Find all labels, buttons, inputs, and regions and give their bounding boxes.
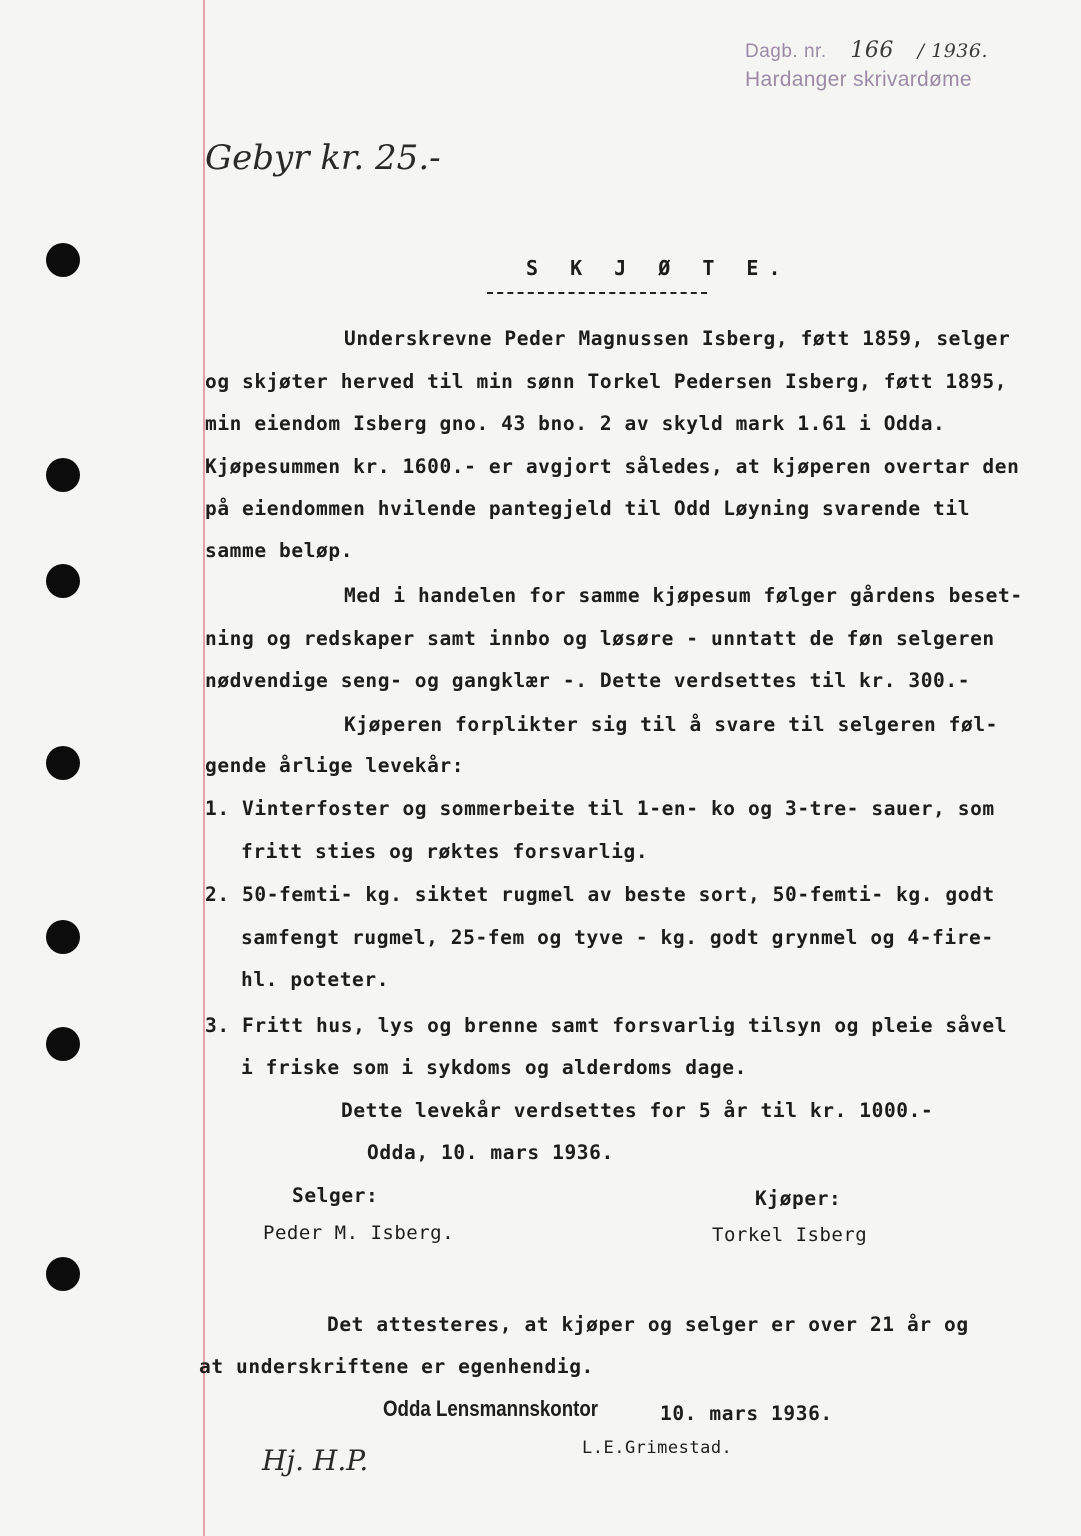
text-line: og skjøter herved til min sønn Torkel Pedersen Isberg, føtt 1895, <box>205 370 1008 393</box>
punch-hole <box>46 920 80 954</box>
handwritten-initials: Hj. H.P. <box>262 1444 369 1477</box>
text-line: Underskrevne Peder Magnussen Isberg, føtt 1859, selger <box>344 327 1011 350</box>
punch-hole <box>46 243 80 277</box>
text-line: ning og redskaper samt innbo og løsøre - unntatt de føn selgeren <box>205 627 995 650</box>
list-item: 1. Vinterfoster og sommerbeite til 1-en- ko og 3-tre- sauer, som <box>205 797 995 820</box>
office-date: 10. mars 1936. <box>660 1402 833 1425</box>
registry-stamp-line1 <box>745 38 988 63</box>
handwritten-fee: Gebyr kr. 25.- <box>205 138 441 178</box>
text-line: Med i handelen for samme kjøpesum følger gårdens beset- <box>344 584 1023 607</box>
text-line: Kjøpesummen kr. 1600.- er avgjort således, at kjøperen overtar den <box>205 455 1020 478</box>
list-item: 3. Fritt hus, lys og brenne samt forsvarlig tilsyn og pleie såvel <box>205 1014 1008 1037</box>
punch-hole <box>46 746 80 780</box>
text-line: samfengt rugmel, 25-fem og tyve - kg. godt grynmel og 4-fire- <box>241 926 994 949</box>
list-item: 2. 50-femti- kg. siktet rugmel av beste sort, 50-femti- kg. godt <box>205 883 995 906</box>
text-line: i friske som i sykdoms og alderdoms dage. <box>241 1056 747 1079</box>
punch-hole <box>46 564 80 598</box>
attestation-line: at underskriftene er egenhendig. <box>199 1355 594 1378</box>
seller-signature: Peder M. Isberg. <box>263 1222 455 1244</box>
attestation-line: Det attesteres, at kjøper og selger er over 21 år og <box>327 1313 969 1336</box>
text-line: Dette levekår verdsettes for 5 år til kr. 1000.- <box>341 1099 934 1122</box>
date-line: Odda, 10. mars 1936. <box>367 1141 614 1164</box>
text-line: på eiendommen hvilende pantegjeld til Odd Løyning svarende til <box>205 497 971 520</box>
buyer-signature: Torkel Isberg <box>712 1224 868 1246</box>
document-title: S K J Ø T E. <box>526 256 791 280</box>
seller-label: Selger: <box>292 1184 379 1207</box>
stamp-entry-number: 166 <box>850 38 894 63</box>
text-line: fritt sties og røktes forsvarlig. <box>241 840 649 863</box>
official-name: L.E.Grimestad. <box>582 1438 733 1458</box>
text-line: Kjøperen forplikter sig til å svare til selgeren føl- <box>344 713 999 736</box>
stamp-year: / 1936. <box>917 40 989 62</box>
text-line: samme beløp. <box>205 539 354 562</box>
text-line: nødvendige seng- og gangklær -. Dette verdsettes til kr. 300.- <box>205 669 971 692</box>
text-line: gende årlige levekår: <box>205 754 465 777</box>
registry-stamp-line2: Hardanger skrivardøme <box>745 68 972 91</box>
office-stamp: Odda Lensmannskontor <box>383 1396 599 1421</box>
text-line: hl. poteter. <box>241 968 390 991</box>
buyer-label: Kjøper: <box>755 1187 842 1210</box>
title-underline <box>487 292 707 294</box>
text-line: min eiendom Isberg gno. 43 bno. 2 av skyld mark 1.61 i Odda. <box>205 412 946 435</box>
punch-hole <box>46 1257 80 1291</box>
punch-hole <box>46 1027 80 1061</box>
stamp-prefix: Dagb. nr. <box>745 41 827 62</box>
punch-hole <box>46 458 80 492</box>
